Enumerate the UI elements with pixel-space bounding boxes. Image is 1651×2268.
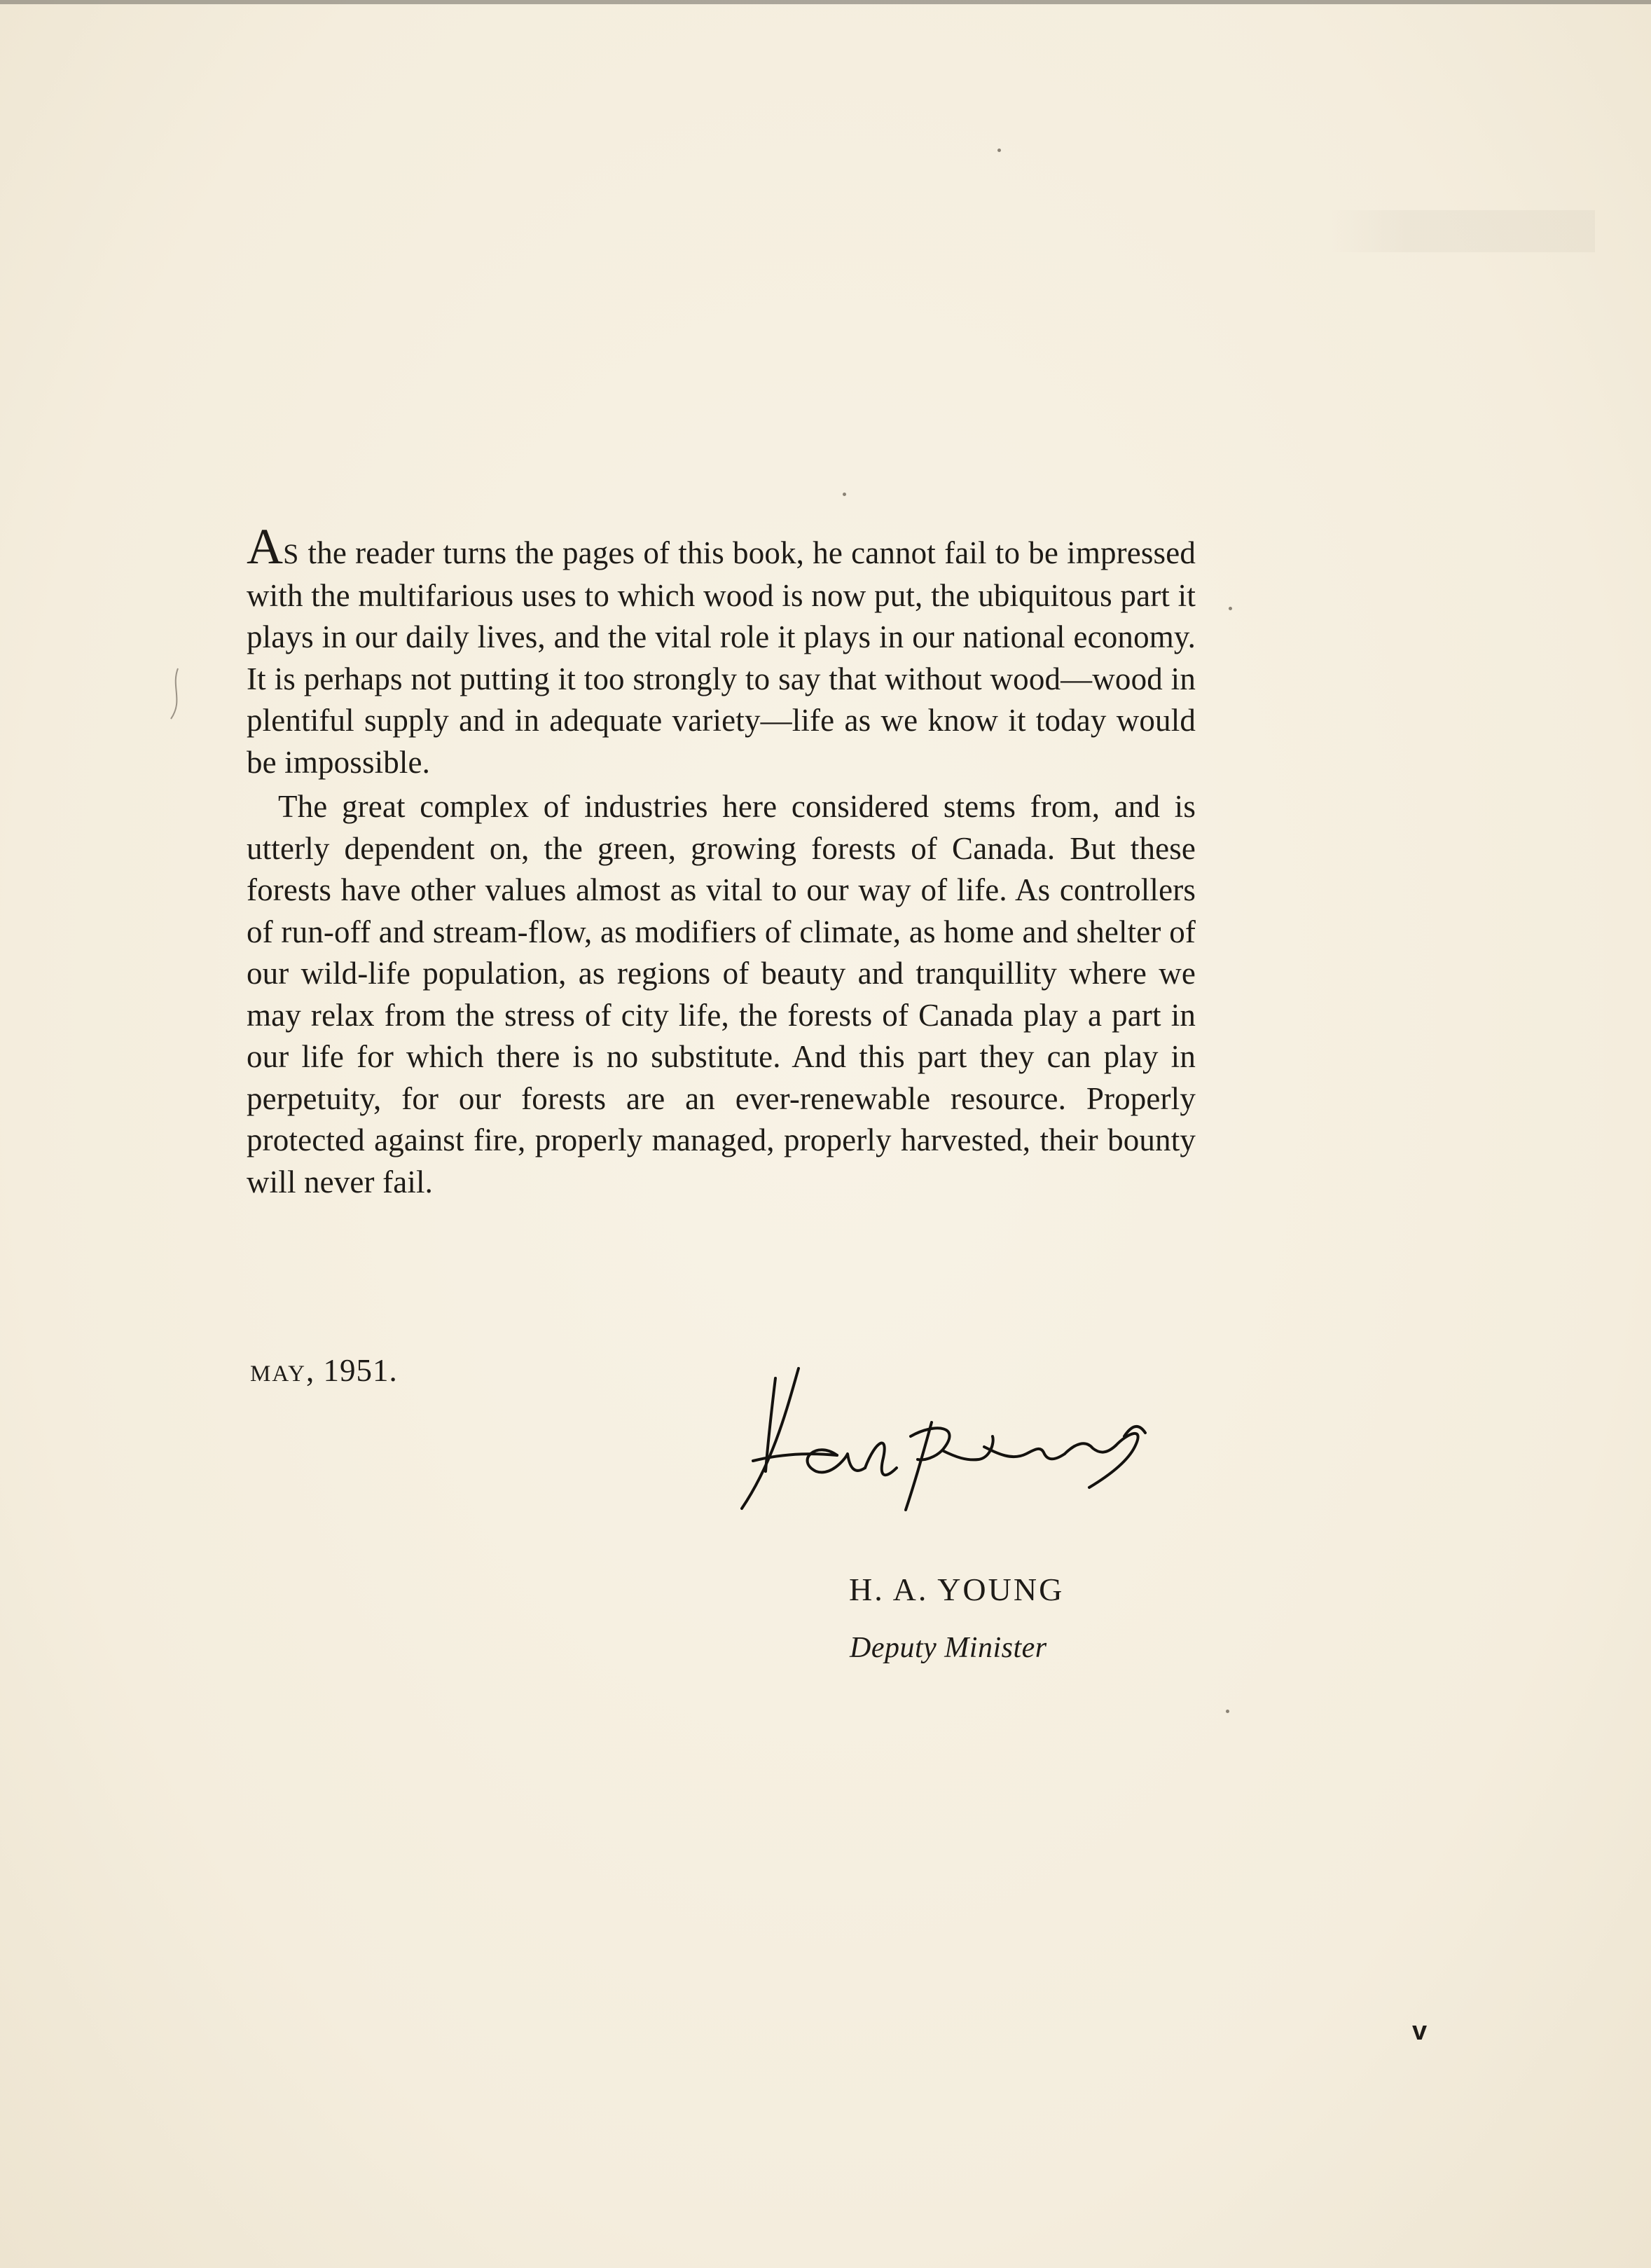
signer-name: H. A. YOUNG — [849, 1572, 1065, 1607]
paper-speck — [843, 493, 846, 496]
paper-speck — [1226, 1710, 1229, 1713]
handwritten-signature — [732, 1356, 1166, 1524]
foreword-paragraph-2: The great complex of industries here considered stems from, and is utterly dependent on, the green, growing forests of Canada. But these forests have other values almost as vital to our way of life. As controllers of run-off and stream-flow, as modifiers of climate, as home and shelter of our wild-life population, as regions of beauty and tranquillity where we may relax from the stress of city life, the forests of Canada play a part in our life for which there is no substitute. And this part they can play in perpetuity, for our forests are an ever-renewable resource. Properly protected against fire, properly managed, properly harvested, their bounty will never fail. — [247, 789, 1196, 1200]
foreword-body — [247, 518, 1196, 1203]
signer-title: Deputy Minister — [850, 1632, 1047, 1664]
page-number: v — [1412, 2016, 1428, 2046]
page-top-edge — [0, 0, 1651, 4]
foreword-paragraph-1 — [247, 518, 1196, 783]
paper-speck — [1229, 607, 1232, 610]
opening-small-cap: S — [283, 538, 300, 570]
margin-pencil-mark — [165, 666, 186, 722]
show-through-shadow — [1329, 210, 1595, 252]
drop-cap: A — [247, 518, 284, 575]
paper-speck — [997, 149, 1001, 152]
date-month: MAY — [250, 1361, 306, 1387]
paragraph-1-text: the reader turns the pages of this book, he cannot fail to be impressed with the multifarious uses to which wood is now put, the ubiquitous part it plays in our daily lives, and the vital role it plays in our national economy. It is perhaps not putting it too strongly to say that without wood—wood in plentiful supply and in adequate variety—life as we know it today would be impossible. — [247, 535, 1196, 780]
date-year: , 1951. — [305, 1353, 398, 1388]
date-line — [250, 1352, 398, 1389]
